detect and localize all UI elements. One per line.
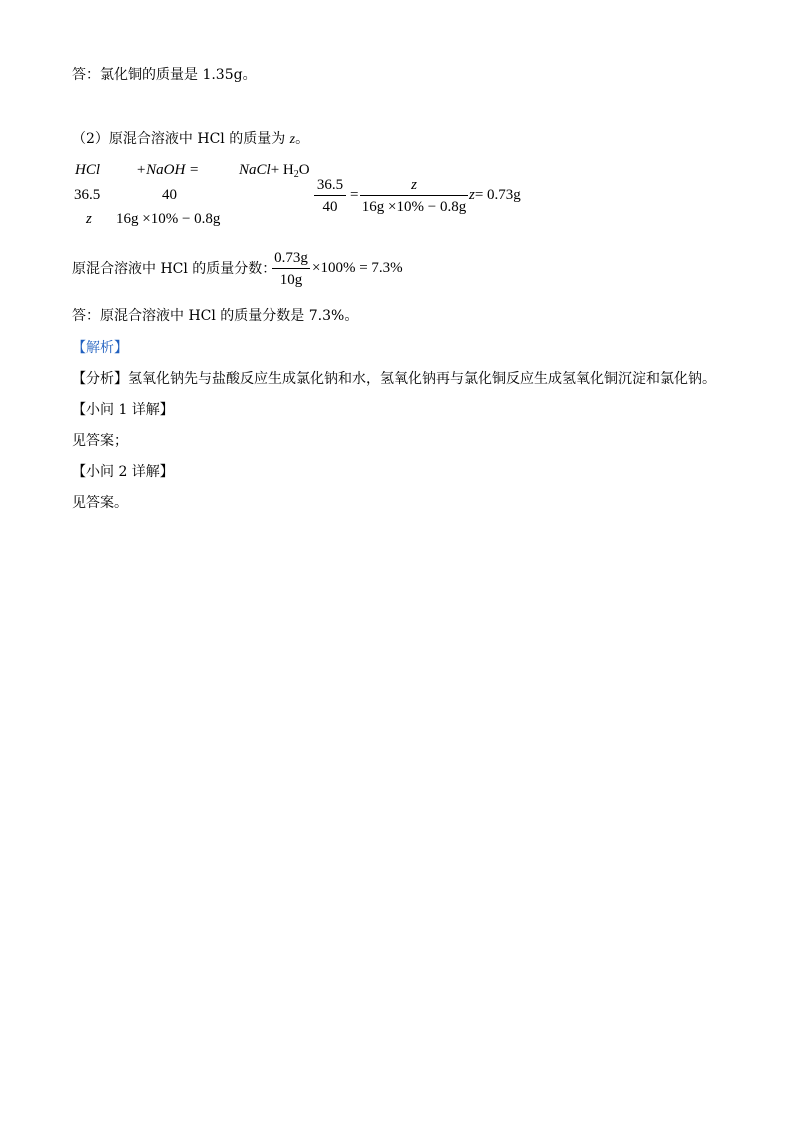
equation-nacl: NaCl <box>239 162 271 178</box>
question-2-intro <box>72 130 309 149</box>
equation-naoh-reacted-mass: 16g ×10% − 0.8g <box>116 211 221 227</box>
equation-mass-naoh: 40 <box>162 187 177 203</box>
ratio-result-value: = 0.73g <box>474 187 521 203</box>
equation-plus-h: + H <box>270 162 294 178</box>
equation-unknown-z: z <box>86 211 92 227</box>
equation-products <box>239 161 310 184</box>
ratio-left-fraction <box>314 176 346 216</box>
percent-denominator: 10g <box>279 272 303 288</box>
fraction-label: 原混合溶液中 HCl 的质量分数： <box>72 261 277 277</box>
answer-1: 答：氯化铜的质量是 1.35g。 <box>72 67 257 83</box>
answer-2: 答：原混合溶液中 HCl 的质量分数是 7.3%。 <box>72 308 359 324</box>
percent-numerator: 0.73g <box>274 250 308 266</box>
ratio-result-variable: z <box>469 187 475 203</box>
analysis-text: 【分析】氢氧化钠先与盐酸反应生成氯化钠和水，氢氧化钠再与氯化铜反应生成氢氧化铜沉淀和氯化钠。 <box>72 371 716 387</box>
sub-question-1-body: 见答案； <box>72 433 128 449</box>
sub-question-1-title: 【小问 1 详解】 <box>72 402 174 418</box>
question-2-intro-end: 。 <box>295 131 310 147</box>
sub-question-2-body: 见答案。 <box>72 495 128 511</box>
ratio-right-fraction <box>360 176 468 216</box>
equation-naoh: +NaOH = <box>136 162 200 178</box>
equation-hcl: HCl <box>75 162 101 178</box>
ratio-equals: = <box>350 187 359 203</box>
percent-result: ×100% = 7.3% <box>312 260 403 276</box>
equation-mass-hcl: 36.5 <box>74 187 101 203</box>
analysis-tag: 【解析】 <box>72 340 128 356</box>
percent-bar <box>272 268 310 269</box>
question-2-intro-text: （2）原混合溶液中 HCl 的质量为 <box>72 131 290 147</box>
ratio-result <box>469 186 521 204</box>
ratio-left-numerator: 36.5 <box>316 177 344 193</box>
equation-h2o-subscript: 2 <box>293 169 299 180</box>
ratio-right-denominator: 16g ×10% − 0.8g <box>361 199 467 215</box>
ratio-right-numerator: z <box>411 177 417 193</box>
sub-question-2-title: 【小问 2 详解】 <box>72 464 174 480</box>
percent-fraction <box>272 249 310 289</box>
ratio-right-bar <box>360 195 468 196</box>
ratio-left-denominator: 40 <box>322 199 338 215</box>
equation-h2o-o: O <box>298 162 310 178</box>
question-2-variable: z <box>289 132 296 147</box>
ratio-left-bar <box>314 195 346 196</box>
